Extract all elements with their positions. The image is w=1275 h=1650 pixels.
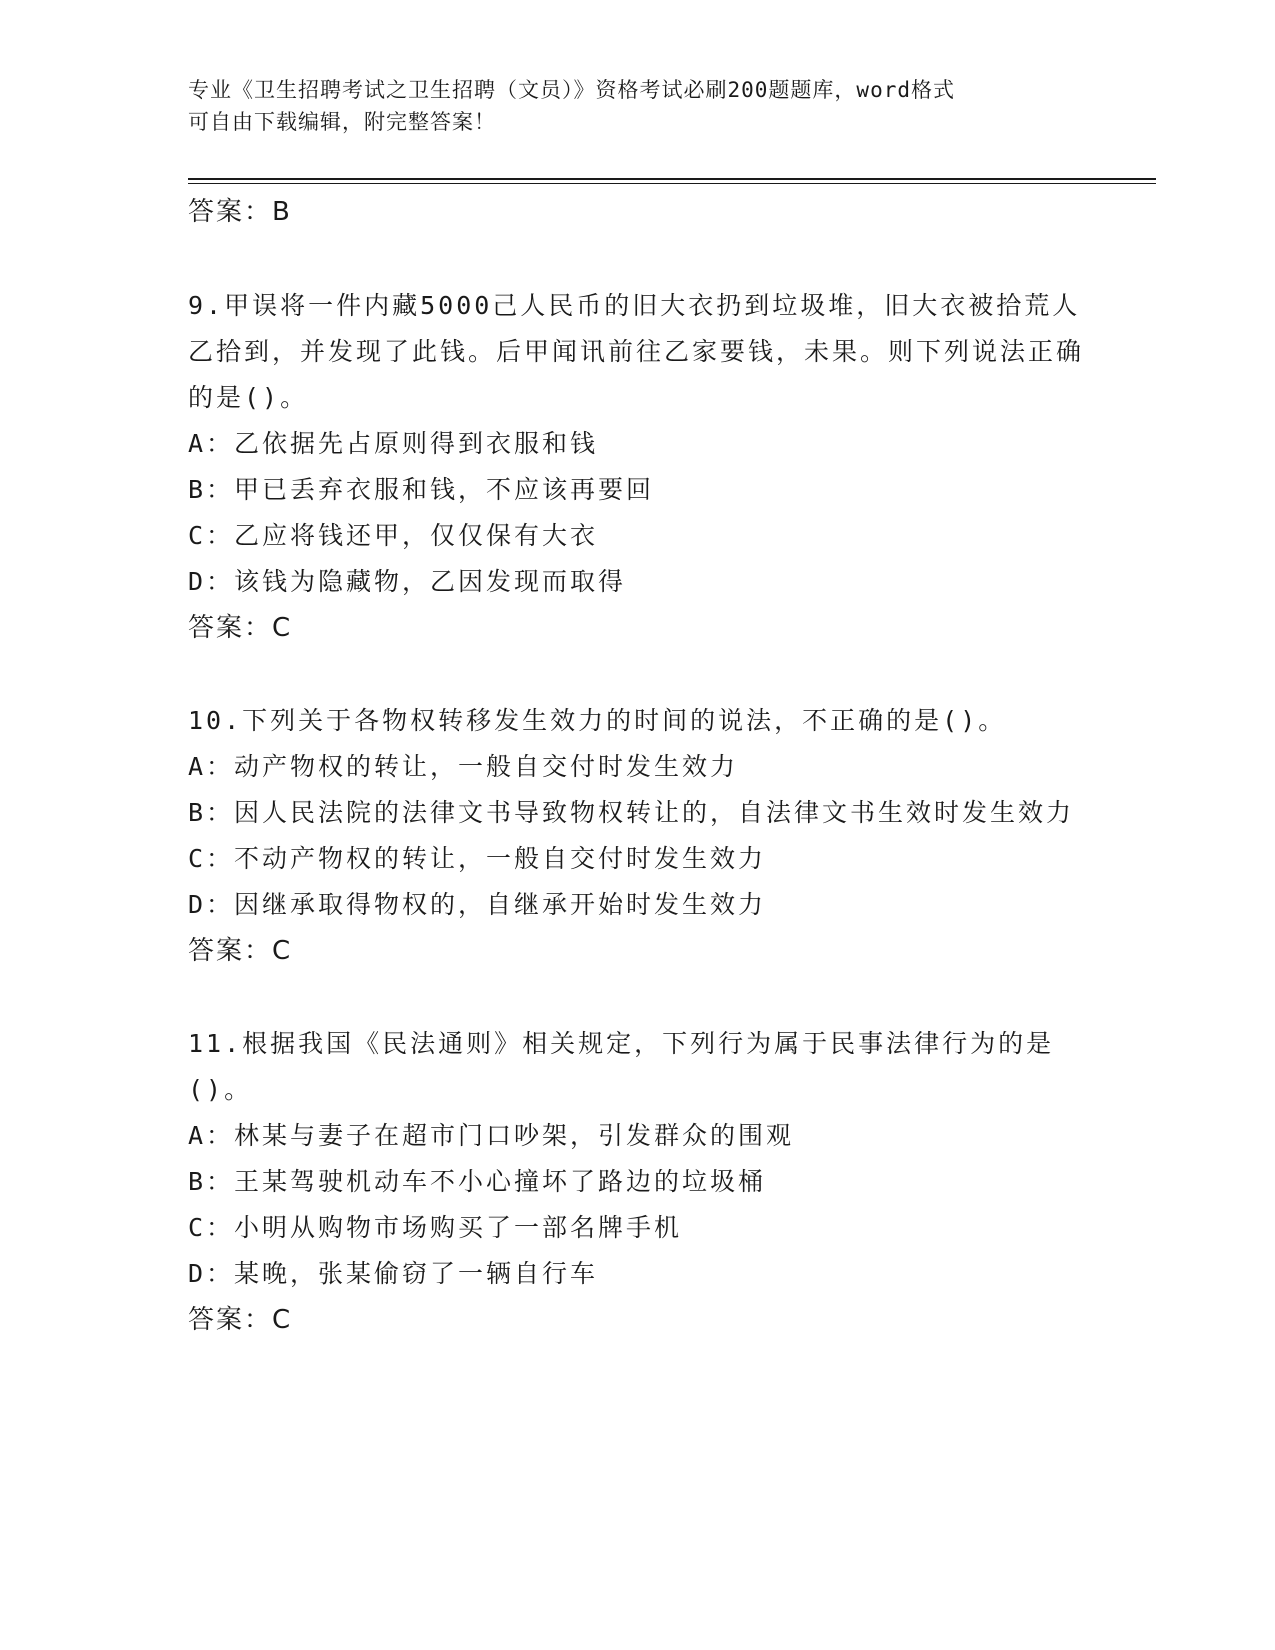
option-d: D：该钱为隐藏物，乙因发现而取得 [188, 567, 627, 596]
spacer [188, 651, 1088, 698]
spacer [188, 235, 1088, 283]
question-stem: 11.根据我国《民法通则》相关规定，下列行为属于民事法律行为的是()。 [188, 1029, 1055, 1104]
question-answer: 答案：C [188, 613, 293, 643]
option-b: B：因人民法院的法律文书导致物权转让的，自法律文书生效时发生效力 [188, 798, 1075, 827]
question-answer: 答案：C [188, 936, 293, 966]
option-d: D：因继承取得物权的，自继承开始时发生效力 [188, 890, 767, 919]
question-11 [188, 1021, 1088, 1343]
previous-answer: 答案：B [188, 197, 292, 227]
question-stem: 9.甲误将一件内藏5000己人民币的旧大衣扔到垃圾堆，旧大衣被拾荒人乙拾到，并发现了此钱。后甲闻讯前往乙家要钱，未果。则下列说法正确的是()。 [188, 291, 1085, 412]
option-a: A：乙依据先占原则得到衣服和钱 [188, 429, 599, 458]
option-a: A：林某与妻子在超市门口吵架，引发群众的围观 [188, 1121, 795, 1150]
document-header [188, 74, 1068, 138]
question-9 [188, 283, 1088, 651]
option-a: A：动产物权的转让，一般自交付时发生效力 [188, 752, 739, 781]
question-list [188, 189, 1088, 1343]
header-line-1: 专业《卫生招聘考试之卫生招聘（文员）》资格考试必刷200题题库，word格式 [188, 78, 955, 102]
question-answer: 答案：C [188, 1305, 293, 1335]
header-line-2: 可自由下载编辑，附完整答案！ [188, 110, 496, 134]
header-divider-thick [188, 178, 1156, 180]
option-b: B：王某驾驶机动车不小心撞坏了路边的垃圾桶 [188, 1167, 767, 1196]
question-10 [188, 698, 1088, 974]
option-c: C：不动产物权的转让，一般自交付时发生效力 [188, 844, 767, 873]
option-d: D：某晚，张某偷窃了一辆自行车 [188, 1259, 599, 1288]
option-c: C：小明从购物市场购买了一部名牌手机 [188, 1213, 683, 1242]
option-b: B：甲已丢弃衣服和钱，不应该再要回 [188, 475, 655, 504]
option-c: C：乙应将钱还甲，仅仅保有大衣 [188, 521, 599, 550]
question-stem: 10.下列关于各物权转移发生效力的时间的说法，不正确的是()。 [188, 706, 1007, 735]
header-divider-thin [188, 183, 1156, 184]
spacer [188, 974, 1088, 1021]
